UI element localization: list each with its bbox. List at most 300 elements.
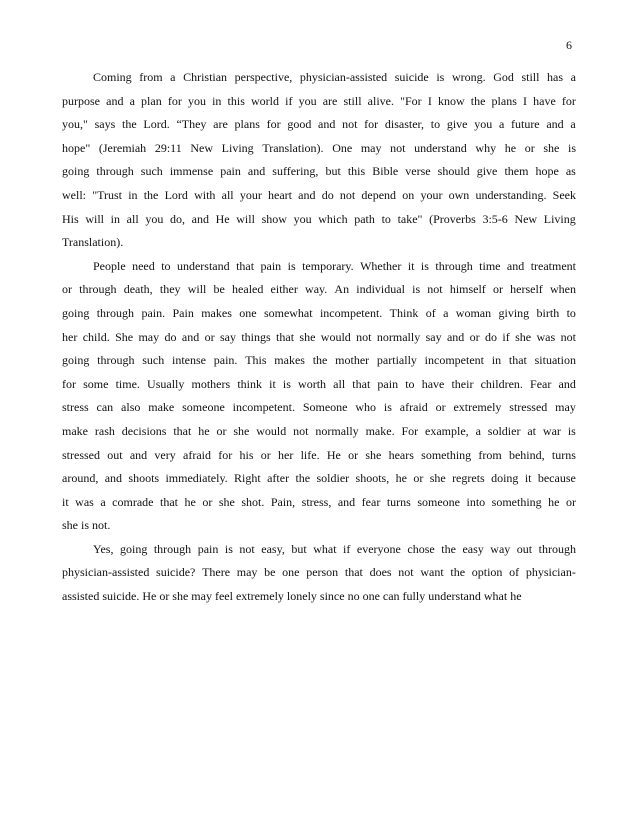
text-word: worth: [298, 376, 327, 391]
text-word: stressed: [509, 400, 548, 415]
text-word: such: [142, 353, 165, 368]
text-word: verse: [405, 164, 431, 179]
text-word: it: [269, 376, 276, 391]
text-word: what: [313, 541, 337, 556]
text-word: fear: [361, 494, 381, 509]
text-word: There: [202, 565, 231, 580]
text-word: a: [570, 117, 576, 132]
text-word: not: [342, 117, 358, 132]
text-line: [62, 255, 576, 279]
text-word: immense: [169, 164, 214, 179]
text-word: and: [318, 117, 336, 132]
text-word: if: [502, 329, 510, 344]
text-word: because: [537, 471, 576, 486]
text-word: is: [567, 140, 576, 155]
text-word: your: [239, 187, 262, 202]
text-word: may: [360, 140, 382, 155]
text-word: if: [285, 93, 293, 108]
text-word: to: [405, 376, 415, 391]
text-word: behind,: [508, 447, 545, 462]
text-word: not: [356, 329, 372, 344]
text-word: shoots: [128, 471, 160, 486]
text-word: she: [429, 471, 446, 486]
text-word: death,: [123, 282, 153, 297]
text-word: do,: [169, 211, 185, 226]
text-word: Pain,: [270, 494, 296, 509]
text-word: is: [567, 423, 576, 438]
text-word: that: [344, 565, 363, 580]
text-word: hears: [388, 447, 414, 462]
text-word: afraid: [183, 447, 211, 462]
text-word: you: [145, 211, 164, 226]
text-word: People: [93, 258, 126, 273]
text-line-content: assisted suicide. He or she may feel extremely lonely since no one can fully understand what he: [62, 589, 522, 604]
text-word: not: [398, 565, 414, 580]
text-word: of: [425, 305, 436, 320]
text-word: children.: [480, 376, 523, 391]
text-word: give: [476, 164, 498, 179]
text-word: going: [62, 353, 90, 368]
text-word: all: [333, 376, 346, 391]
text-word: suicide: [394, 70, 429, 84]
text-word: wrong.: [451, 70, 486, 84]
text-word: the: [122, 117, 137, 132]
text-word: that: [508, 353, 527, 368]
text-word: Someone: [302, 400, 348, 415]
text-word: she: [233, 423, 250, 438]
text-word: of: [509, 565, 520, 580]
text-word: going: [62, 305, 90, 320]
text-word: I: [523, 93, 527, 108]
text-word: be: [213, 282, 225, 297]
text-line: [62, 396, 576, 420]
text-word: if: [343, 541, 351, 556]
text-line: [62, 90, 576, 114]
text-word: after: [267, 471, 290, 486]
text-word: example,: [425, 423, 469, 438]
text-word: incompetent.: [232, 400, 295, 415]
text-line: [62, 231, 576, 255]
text-word: to: [430, 117, 441, 132]
text-word: have: [421, 376, 445, 391]
text-word: they: [159, 282, 181, 297]
text-line: [62, 349, 576, 373]
text-word: physician-: [525, 565, 576, 580]
text-word: a: [443, 305, 449, 320]
text-word: make.: [365, 423, 395, 438]
text-word: He: [326, 447, 341, 462]
text-word: time: [479, 258, 501, 273]
text-word: not: [390, 140, 406, 155]
text-word: pain: [197, 541, 219, 556]
text-word: take": [397, 211, 423, 226]
text-word: need: [132, 258, 155, 273]
text-word: birth: [536, 305, 560, 320]
text-word: normally: [376, 329, 421, 344]
text-word: the: [295, 471, 311, 486]
text-word: and: [129, 447, 148, 462]
text-line: [62, 561, 576, 585]
text-word: may: [138, 329, 160, 344]
text-word: he: [184, 494, 196, 509]
text-line: [62, 373, 576, 397]
text-word: and: [106, 93, 124, 108]
text-word: turns: [386, 494, 411, 509]
text-word: also: [121, 400, 141, 415]
text-word: or: [469, 329, 480, 344]
text-word: his: [239, 447, 254, 462]
text-word: or: [565, 494, 576, 509]
text-word: is: [412, 282, 421, 297]
text-word: somewhat: [263, 305, 313, 320]
text-word: and: [558, 376, 576, 391]
text-word: soldier: [316, 471, 350, 486]
text-word: plan: [141, 93, 162, 108]
text-word: plans: [234, 117, 260, 132]
text-word: “They: [176, 117, 207, 132]
text-word: child.: [82, 329, 110, 344]
text-word: would: [320, 329, 351, 344]
text-word: from: [139, 70, 163, 84]
text-word: suffering,: [272, 164, 319, 179]
text-word: purpose: [62, 93, 100, 108]
text-word: not: [560, 329, 576, 344]
text-word: hope: [535, 164, 559, 179]
text-word: you: [293, 211, 312, 226]
text-word: own: [448, 187, 470, 202]
text-word: to: [566, 305, 576, 320]
text-word: turns: [551, 447, 576, 462]
text-word: make: [148, 400, 175, 415]
text-word: why: [475, 140, 497, 155]
text-line: [62, 514, 576, 538]
text-word: not: [339, 187, 356, 202]
text-word: Seek: [552, 187, 576, 202]
text-word: Think: [389, 305, 419, 320]
text-word: through: [79, 282, 117, 297]
text-word: pain.: [213, 353, 238, 368]
text-word: and: [181, 329, 200, 344]
text-word: make: [62, 423, 88, 438]
text-word: plans: [491, 93, 517, 108]
text-word: (Jeremiah: [98, 140, 147, 155]
text-word: to: [161, 258, 171, 273]
text-word: things: [241, 329, 271, 344]
text-word: through: [97, 353, 135, 368]
text-word: but: [325, 164, 341, 179]
text-word: makes: [201, 305, 232, 320]
text-word: soldier: [487, 423, 521, 438]
text-word: and: [446, 329, 465, 344]
text-word: all: [126, 211, 139, 226]
text-word: Yes,: [93, 541, 114, 556]
text-line-content: she is not.: [62, 518, 111, 533]
body-text: [62, 66, 576, 609]
text-word: mother: [335, 353, 370, 368]
text-word: Living: [221, 140, 254, 155]
text-word: "Trust: [92, 187, 122, 202]
text-word: or: [62, 282, 72, 297]
text-word: for: [62, 376, 76, 391]
text-word: have: [533, 93, 556, 108]
text-word: not: [239, 541, 255, 556]
text-word: physician-assisted: [62, 565, 150, 580]
text-word: perspective,: [234, 70, 293, 84]
text-word: for: [364, 117, 379, 132]
text-word: Usually: [147, 376, 185, 391]
text-word: treatment: [530, 258, 576, 273]
text-word: alive.: [367, 93, 394, 108]
text-word: shot.: [241, 494, 265, 509]
text-word: intense: [171, 353, 206, 368]
text-word: and: [506, 258, 525, 273]
text-word: woman: [455, 305, 492, 320]
text-word: doing: [491, 471, 519, 486]
text-word: healed: [232, 282, 264, 297]
text-word: her: [278, 447, 294, 462]
text-word: or: [435, 400, 446, 415]
text-word: (Proverbs: [429, 211, 476, 226]
text-word: very: [154, 447, 176, 462]
text-word: is: [383, 400, 392, 415]
text-word: the: [143, 187, 159, 202]
text-word: know: [437, 93, 465, 108]
text-word: someone: [182, 400, 225, 415]
text-word: 29:11: [154, 140, 182, 155]
text-word: you,": [62, 117, 88, 132]
text-line: [62, 208, 576, 232]
text-word: decisions: [121, 423, 167, 438]
text-word: do: [321, 187, 334, 202]
text-word: life.: [300, 447, 320, 462]
text-word: which: [318, 211, 348, 226]
text-word: heart: [268, 187, 292, 202]
text-word: she: [365, 447, 382, 462]
text-word: in: [110, 211, 120, 226]
text-word: may: [555, 400, 576, 415]
text-word: pain: [377, 376, 399, 391]
text-word: and: [337, 494, 356, 509]
text-word: through: [96, 305, 135, 320]
text-word: is: [420, 258, 429, 273]
text-word: should: [437, 164, 470, 179]
text-word: think: [237, 376, 262, 391]
text-word: a: [475, 423, 481, 438]
text-word: in: [212, 93, 222, 108]
text-word: partially: [376, 353, 417, 368]
text-word: not: [293, 423, 309, 438]
text-word: depend: [361, 187, 397, 202]
text-word: Whether: [360, 258, 402, 273]
text-word: the: [312, 353, 328, 368]
text-word: that: [173, 423, 192, 438]
text-line: [62, 585, 576, 609]
text-word: and: [546, 117, 564, 132]
text-word: pain.: [141, 305, 166, 320]
text-word: a: [100, 494, 106, 509]
text-word: through: [538, 541, 576, 556]
text-word: she: [543, 140, 560, 155]
text-word: normally: [315, 423, 359, 438]
text-word: will: [236, 211, 255, 226]
text-word: 3:5-6: [482, 211, 508, 226]
text-word: understanding.: [475, 187, 547, 202]
text-word: suicide?: [156, 565, 196, 580]
text-word: still: [521, 70, 540, 84]
text-word: she: [218, 494, 235, 509]
text-line: [62, 420, 576, 444]
text-word: For: [401, 423, 419, 438]
text-word: that: [236, 258, 255, 273]
text-word: Pain: [172, 305, 194, 320]
text-word: your: [420, 187, 443, 202]
text-word: stress: [62, 400, 89, 415]
text-word: for: [561, 93, 576, 108]
text-word: such: [140, 164, 163, 179]
text-word: She: [115, 329, 134, 344]
text-word: stress,: [301, 494, 332, 509]
text-word: is: [436, 70, 445, 84]
text-word: say: [425, 329, 442, 344]
text-word: giving: [498, 305, 530, 320]
text-word: in: [128, 187, 138, 202]
text-word: be: [264, 565, 276, 580]
text-line: [62, 467, 576, 491]
text-word: rash: [94, 423, 115, 438]
text-word: one: [282, 565, 300, 580]
text-word: into: [466, 494, 486, 509]
text-word: way.: [305, 282, 328, 297]
text-word: incompetent.: [319, 305, 383, 320]
text-word: and: [104, 471, 123, 486]
page-number: 6: [566, 38, 572, 52]
text-word: Lord.: [143, 117, 170, 132]
text-word: and: [191, 211, 209, 226]
text-word: is: [282, 376, 291, 391]
text-word: I: [427, 93, 432, 108]
text-word: want: [420, 565, 444, 580]
text-word: this: [227, 93, 245, 108]
text-word: when: [549, 282, 576, 297]
text-word: a: [570, 70, 576, 84]
text-line: [62, 326, 576, 350]
text-line: [62, 160, 576, 184]
text-word: regrets: [452, 471, 485, 486]
text-line: [62, 66, 576, 90]
text-word: way: [490, 541, 511, 556]
text-word: that: [276, 329, 295, 344]
text-word: everyone: [356, 541, 401, 556]
text-line-content: Translation).: [62, 235, 124, 250]
text-word: is: [287, 258, 296, 273]
text-word: New: [514, 211, 538, 226]
text-line: [62, 278, 576, 302]
text-word: you: [474, 117, 493, 132]
text-word: for: [218, 447, 233, 462]
text-word: or: [492, 282, 503, 297]
text-word: she: [299, 329, 316, 344]
text-word: pain: [220, 164, 241, 179]
text-word: a: [129, 93, 135, 108]
text-word: situation: [534, 353, 576, 368]
text-word: is: [224, 541, 233, 556]
text-word: or: [216, 423, 227, 438]
text-line: [62, 538, 576, 562]
text-word: to: [381, 211, 391, 226]
text-word: herself: [510, 282, 543, 297]
text-word: hope": [62, 140, 91, 155]
text-word: this: [347, 164, 366, 179]
text-word: has: [547, 70, 564, 84]
text-line: [62, 491, 576, 515]
text-word: says: [94, 117, 116, 132]
text-word: either: [270, 282, 298, 297]
text-line: [62, 444, 576, 468]
text-word: you: [187, 93, 206, 108]
text-word: shoots,: [355, 471, 390, 486]
text-word: she: [515, 329, 532, 344]
text-word: option: [471, 565, 503, 580]
text-word: comrade: [112, 494, 154, 509]
text-word: from: [478, 447, 502, 462]
text-word: was: [75, 494, 94, 509]
text-word: Right: [234, 471, 261, 486]
text-word: understand: [414, 140, 467, 155]
text-word: or: [524, 140, 535, 155]
text-word: world: [251, 93, 280, 108]
text-word: one: [239, 305, 257, 320]
text-word: Lord: [164, 187, 188, 202]
text-word: going: [119, 541, 148, 556]
text-word: afraid: [399, 400, 428, 415]
text-word: Coming: [93, 70, 132, 84]
text-word: on: [402, 187, 415, 202]
text-word: pain: [260, 258, 282, 273]
text-word: show: [261, 211, 287, 226]
text-word: are: [322, 93, 338, 108]
text-word: through: [153, 541, 192, 556]
text-word: say: [219, 329, 236, 344]
text-word: can: [96, 400, 114, 415]
text-word: immediately.: [165, 471, 228, 486]
text-line: [62, 302, 576, 326]
text-word: them: [504, 164, 529, 179]
text-word: something: [421, 447, 472, 462]
text-word: easy,: [261, 541, 285, 556]
text-word: temporary.: [302, 258, 354, 273]
text-word: their: [451, 376, 474, 391]
text-word: some: [83, 376, 109, 391]
text-word: with: [194, 187, 216, 202]
text-word: would: [256, 423, 287, 438]
text-word: stressed: [62, 447, 100, 462]
text-word: the: [470, 93, 486, 108]
text-word: well:: [62, 187, 86, 202]
text-word: it: [407, 258, 415, 273]
text-word: and: [247, 164, 266, 179]
text-word: he: [548, 494, 560, 509]
text-word: war: [542, 423, 561, 438]
text-word: chose: [407, 541, 435, 556]
text-word: will: [187, 282, 207, 297]
text-word: or: [204, 329, 215, 344]
text-word: the: [441, 541, 456, 556]
text-word: do: [164, 329, 177, 344]
text-word: This: [245, 353, 267, 368]
text-word: all: [221, 187, 234, 202]
text-word: "For: [400, 93, 422, 108]
text-word: New: [190, 140, 214, 155]
